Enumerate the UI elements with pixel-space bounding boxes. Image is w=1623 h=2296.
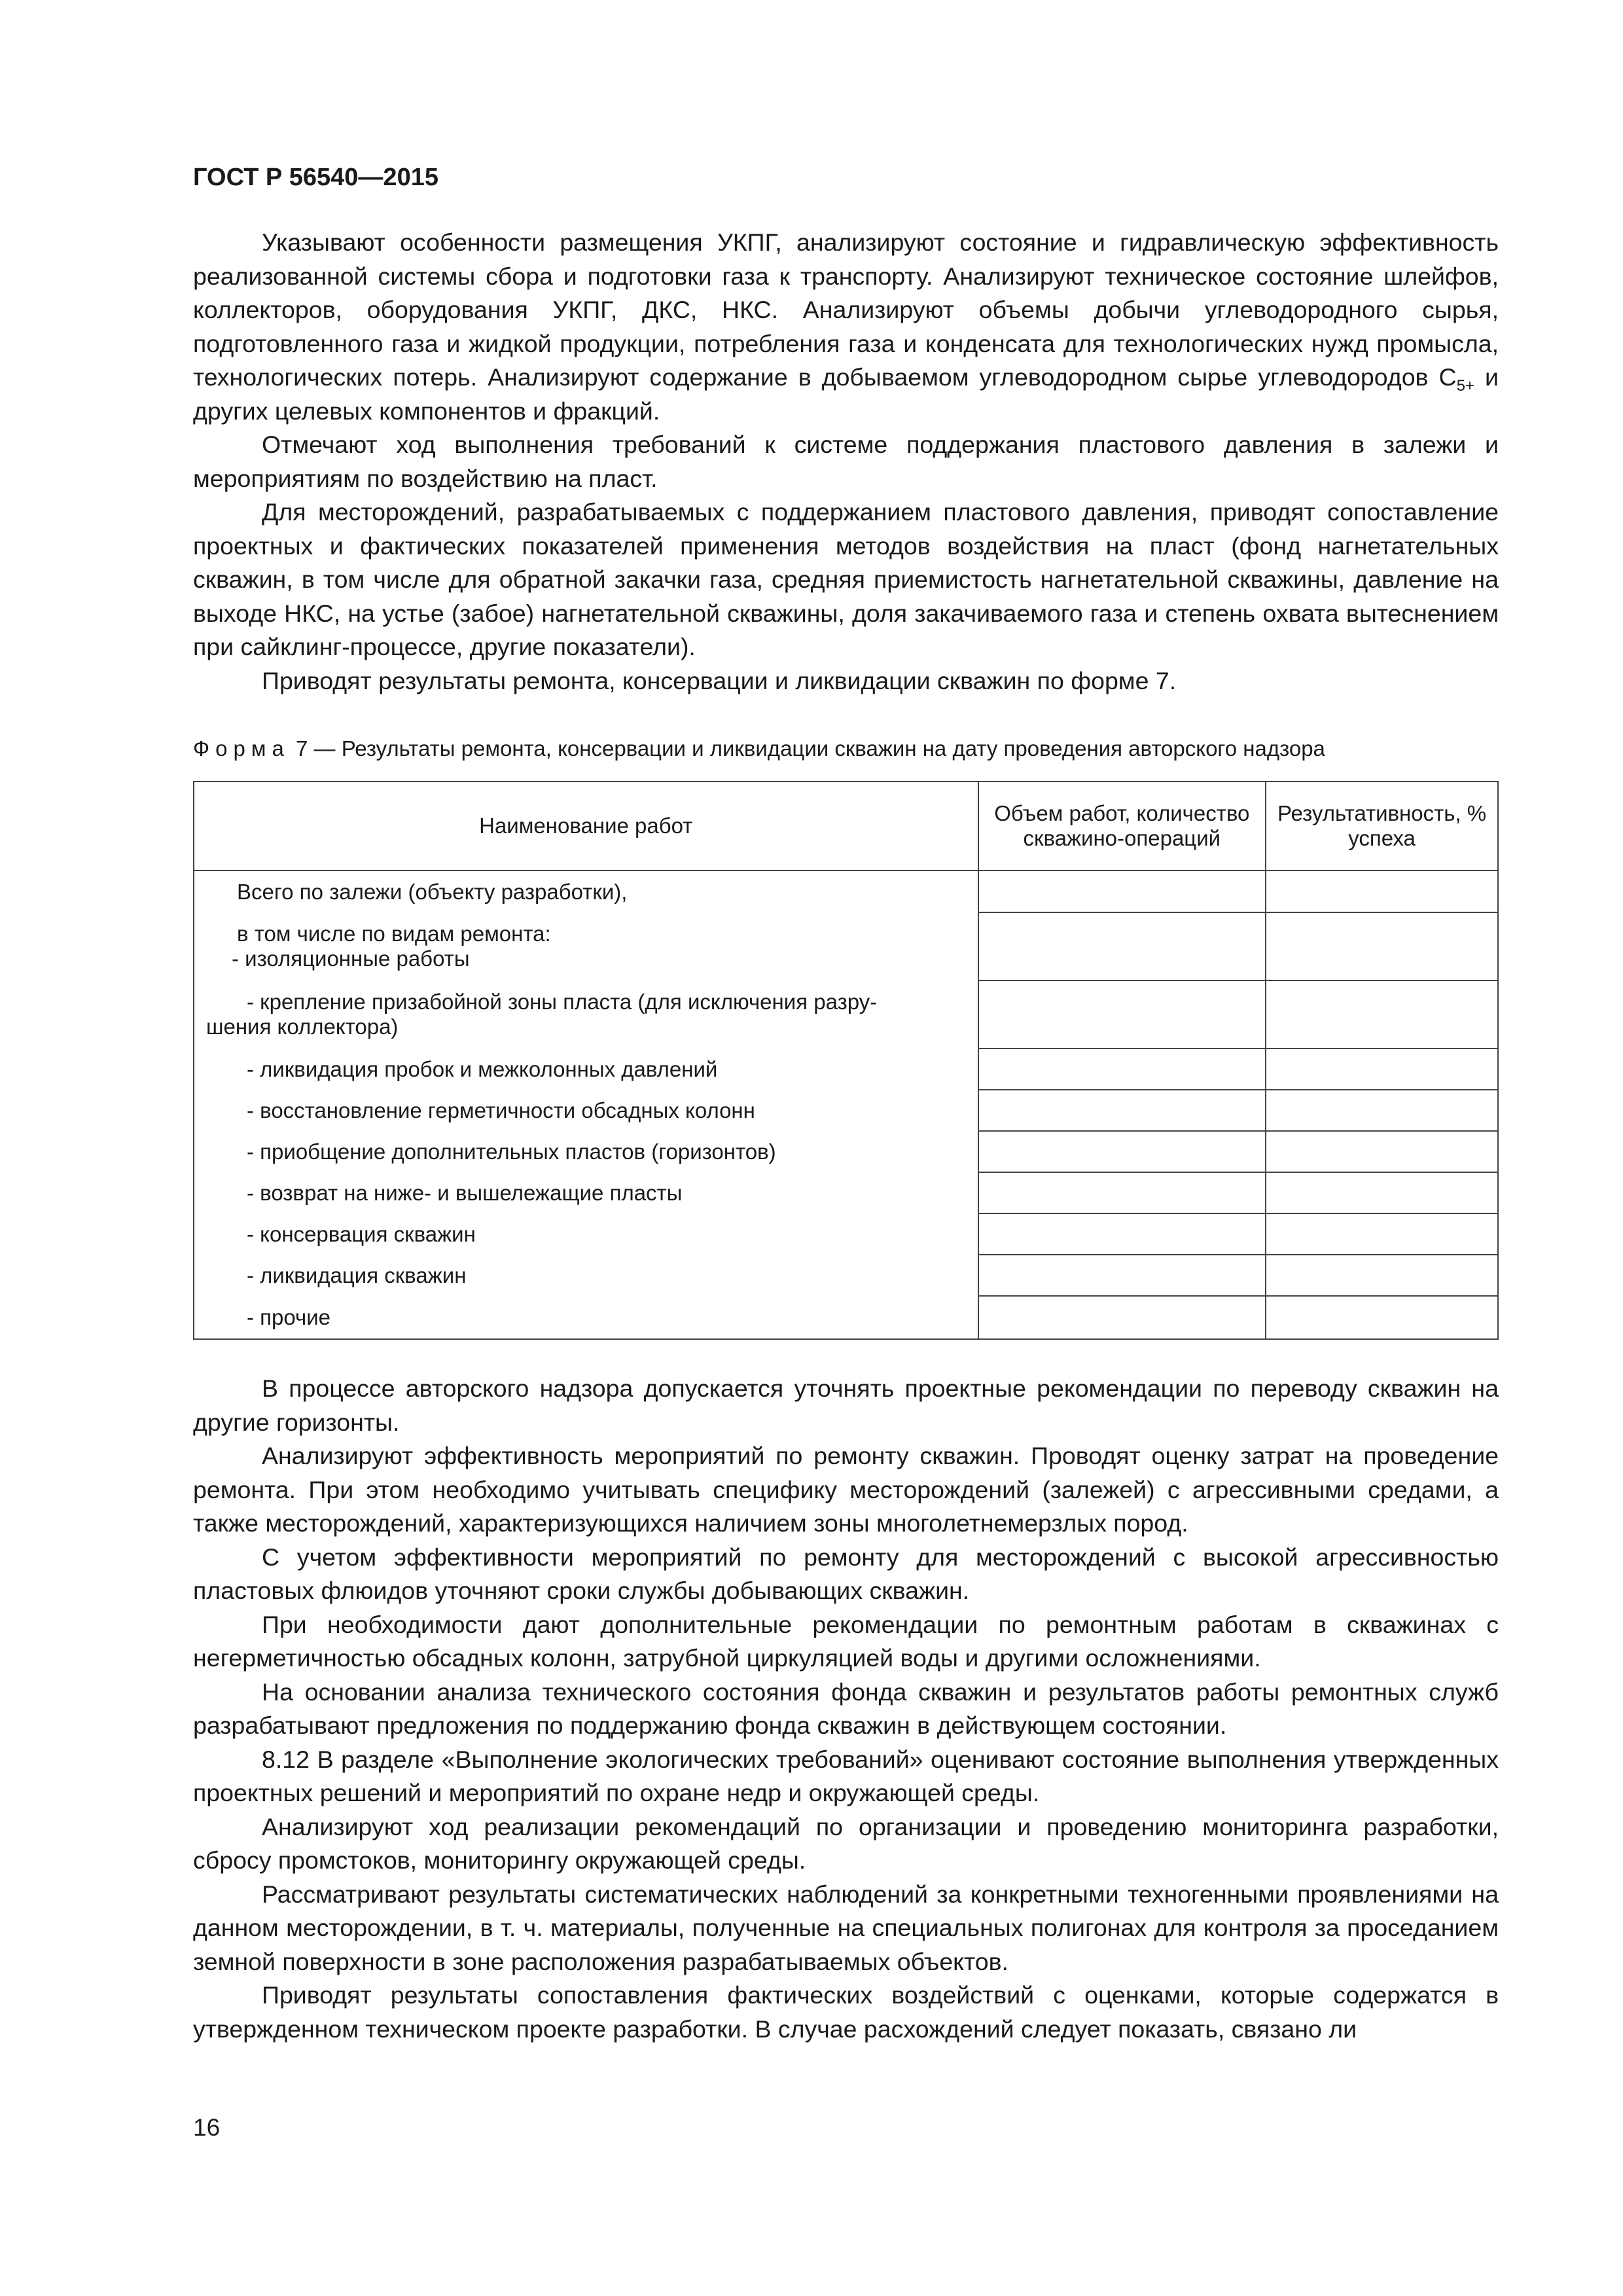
table-cell: [978, 1131, 1266, 1172]
paragraph: Приводят результаты ремонта, консервации и ликвидации скважин по форме 7.: [262, 666, 1177, 694]
paragraph: Анализируют ход реализации рекомендаций по организации и проведению мониторинга разработки, сбросу промстоков, мониторингу окружающей среды.: [193, 1812, 1499, 1874]
table-row: [194, 1131, 1498, 1172]
table-cell: [978, 1255, 1266, 1296]
column-header-volume: Объем работ, количество скважино-операций: [978, 781, 1266, 870]
table-cell: [1266, 1131, 1498, 1172]
table-cell: [1266, 1090, 1498, 1131]
row-label: - ликвидация скважин: [194, 1255, 978, 1296]
table-cell: [1266, 1213, 1498, 1255]
table-cell: [1266, 1255, 1498, 1296]
paragraph: При необходимости дают дополнительные рекомендации по ремонтным работам в скважинах с негерметичностью обсадных колонн, затрубной циркуляцией воды и другими осложнениями.: [193, 1610, 1499, 1672]
body-text-bottom: [193, 1372, 1499, 2046]
row-label: - прочие: [194, 1296, 978, 1339]
paragraph: На основании анализа технического состояния фонда скважин и результатов работы ремонтных служб разрабатывают предложения по поддержанию фонда скважин в действующем состоянии.: [193, 1677, 1499, 1739]
row-label: - приобщение дополнительных пластов (горизонтов): [194, 1131, 978, 1172]
paragraph: С учетом эффективности мероприятий по ремонту для месторождений с высокой агрессивностью пластовых флюидов уточняют сроки службы добывающих скважин.: [193, 1543, 1499, 1604]
row-label: - консервация скважин: [194, 1213, 978, 1255]
table-cell: [978, 1049, 1266, 1090]
paragraph: Указывают особенности размещения УКПГ, анализируют состояние и гидравлическую эффективность реализованной системы сбора и подготовки газа к транспорту. Анализируют техническое состояние шлейфов, коллекторов, оборудования УКПГ, ДКС, НКС. Анализируют объемы добычи углеводородного сырья, подготовленного газа и жидкой продукции, потребления газа и конденсата для технологических нужд промысла, технологических потерь. Анализируют содержание в добываемом углеводородном сырье углеводородов $С_{5+}$ и других целевых компонентов и фракций.: [193, 228, 1499, 425]
table-row: [194, 1049, 1498, 1090]
table-cell: [978, 1213, 1266, 1255]
table-row: [194, 1172, 1498, 1213]
row-label: - возврат на ниже- и вышележащие пласты: [194, 1172, 978, 1213]
table-cell: [1266, 870, 1498, 912]
row-label: - восстановление герметичности обсадных колонн: [194, 1090, 978, 1131]
table-cell: [978, 912, 1266, 980]
column-header-work-name: Наименование работ: [194, 781, 978, 870]
form-title: 7 — Результаты ремонта, консервации и ликвидации скважин на дату проведения авторского надзора: [296, 736, 1325, 761]
form-7-table: [193, 781, 1499, 1340]
paragraph: В процессе авторского надзора допускается уточнять проектные рекомендации по переводу скважин на другие горизонты.: [193, 1374, 1499, 1436]
row-label: - ликвидация пробок и межколонных давлений: [194, 1049, 978, 1090]
paragraph: Анализируют эффективность мероприятий по ремонту скважин. Проводят оценку затрат на проведение ремонта. При этом необходимо учитывать специфику месторождений (залежей) с агрессивными средами, а также месторождений, характеризующихся наличием зоны многолетнемерзлых пород.: [193, 1442, 1499, 1537]
table-cell: [978, 1296, 1266, 1339]
body-text-top: [193, 226, 1499, 698]
table-row: [194, 980, 1498, 1049]
table-row: [194, 1296, 1498, 1339]
subscript: 5+: [1456, 377, 1474, 395]
table-row: [194, 1213, 1498, 1255]
table-cell: [978, 1090, 1266, 1131]
paragraph: Для месторождений, разрабатываемых с поддержанием пластового давления, приводят сопоставление проектных и фактических показателей применения методов воздействия на пласт (фонд нагнетательных скважин, в том числе для обратной закачки газа, средняя приемистость нагнетательной скважины, давление на выходе НКС, на устье (забое) нагнетательной скважины, доля закачиваемого газа и степень охвата вытеснением при сайклинг-процессе, другие показатели).: [193, 498, 1499, 660]
row-label: - крепление призабойной зоны пласта (для исключения разру- шения коллектора): [194, 980, 978, 1049]
paragraph: Рассматривают результаты систематических наблюдений за конкретными техногенными проявлениями на данном месторождении, в т. ч. материалы, полученные на специальных полигонах для контроля за проседанием земной поверхности в зоне расположения разрабатываемых объектов.: [193, 1880, 1499, 1975]
table-cell: [978, 870, 1266, 912]
table-row: [194, 870, 1498, 912]
form-caption: [193, 735, 1502, 762]
table-cell: [978, 1172, 1266, 1213]
page-number: 16: [193, 2114, 221, 2141]
row-label: Всего по залежи (объекту разработки),: [194, 870, 978, 912]
table-cell: [1266, 912, 1498, 980]
table-cell: [978, 980, 1266, 1049]
table-cell: [1266, 1172, 1498, 1213]
paragraph: 8.12 В разделе «Выполнение экологических требований» оценивают состояние выполнения утвержденных проектных решений и мероприятий по охране недр и окружающей среды.: [193, 1745, 1499, 1806]
table-cell: [1266, 1049, 1498, 1090]
table-row: [194, 1090, 1498, 1131]
column-header-success-rate: Результативность, % успеха: [1266, 781, 1498, 870]
table-row: [194, 912, 1498, 980]
table-header-row: [194, 781, 1498, 870]
document-header: ГОСТ Р 56540—2015: [193, 164, 438, 191]
form-label: Форма: [193, 736, 290, 761]
table-cell: [1266, 980, 1498, 1049]
paragraph: Отмечают ход выполнения требований к системе поддержания пластового давления в залежи и мероприятиям по воздействию на пласт.: [193, 431, 1499, 492]
row-label: в том числе по видам ремонта: - изоляционные работы: [194, 912, 978, 980]
table-cell: [1266, 1296, 1498, 1339]
table-row: [194, 1255, 1498, 1296]
paragraph: Приводят результаты сопоставления фактических воздействий с оценками, которые содержатся в утвержденном техническом проекте разработки. В случае расхождений следует показать, связано ли: [193, 1981, 1499, 2043]
